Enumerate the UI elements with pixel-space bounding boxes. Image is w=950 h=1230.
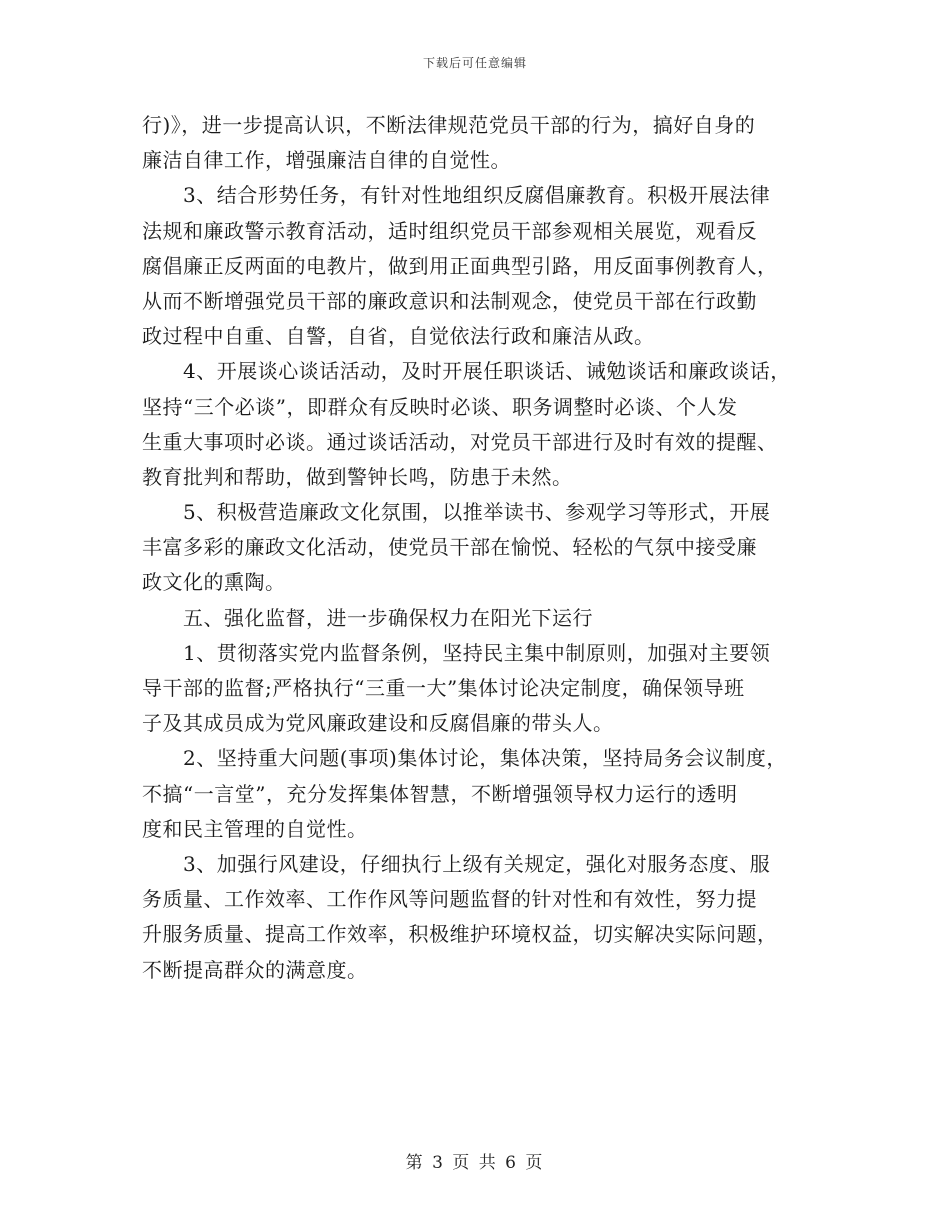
text-line: 不断提高群众的满意度。 [142, 957, 368, 982]
text-line: 3、结合形势任务，有针对性地组织反腐倡廉教育。积极开展法律 [142, 183, 771, 208]
document-body [142, 108, 808, 988]
text-line: 度和民主管理的自觉性。 [142, 816, 368, 841]
text-line: 丰富多彩的廉政文化活动，使党员干部在愉悦、轻松的气氛中接受廉 [142, 535, 757, 560]
text-line: 1、贯彻落实党内监督条例，坚持民主集中制原则，加强对主要领 [142, 640, 771, 665]
text-line: 5、积极营造廉政文化氛围，以推举读书、参观学习等形式，开展 [142, 500, 771, 525]
text-line: 子及其成员成为党风廉政建设和反腐倡廉的带头人。 [142, 711, 614, 736]
section-heading: 五、强化监督，进一步确保权力在阳光下运行 [142, 605, 593, 630]
text-line: 廉洁自律工作，增强廉洁自律的自觉性。 [142, 148, 511, 173]
page-header-note: 下载后可任意编辑 [422, 56, 527, 70]
text-line: 从而不断增强党员干部的廉政意识和法制观念，使党员干部在行政勤 [142, 288, 757, 313]
text-line: 升服务质量、提高工作效率，积极维护环境权益，切实解决实际问题， [142, 922, 778, 947]
text-line: 行)》，进一步提高认识，不断法律规范党员干部的行为，搞好自身的 [142, 113, 756, 137]
text-line: 政文化的熏陶。 [142, 570, 286, 595]
text-line: 生重大事项时必谈。通过谈话活动，对党员干部进行及时有效的提醒、 [142, 429, 778, 454]
text-line: 导干部的监督;严格执行“三重一大”集体讨论决定制度，确保领导班 [142, 676, 745, 700]
text-line: 法规和廉政警示教育活动，适时组织党员干部参观相关展览，观看反 [142, 218, 757, 243]
text-line: 4、开展谈心谈话活动，及时开展任职谈话、诫勉谈话和廉政谈话， [142, 359, 791, 384]
page-number: 第 3 页 共 6 页 [405, 1153, 545, 1173]
text-line: 不搞“一言堂”，充分发挥集体智慧，不断增强领导权力运行的透明 [142, 781, 738, 806]
text-line: 坚持“三个必谈”，即群众有反映时必谈、职务调整时必谈、个人发 [142, 394, 738, 419]
text-line: 教育批判和帮助，做到警钟长鸣，防患于未然。 [142, 464, 573, 489]
text-line: 政过程中自重、自警，自省，自觉依法行政和廉洁从政。 [142, 324, 655, 349]
text-line: 3、加强行风建设，仔细执行上级有关规定，强化对服务态度、服 [142, 851, 771, 876]
text-line: 务质量、工作效率、工作作风等问题监督的针对性和有效性，努力提 [142, 887, 757, 912]
text-line: 腐倡廉正反两面的电教片，做到用正面典型引路，用反面事例教育人， [142, 253, 778, 278]
text-line: 2、坚持重大问题(事项)集体讨论，集体决策，坚持局务会议制度， [142, 746, 787, 771]
